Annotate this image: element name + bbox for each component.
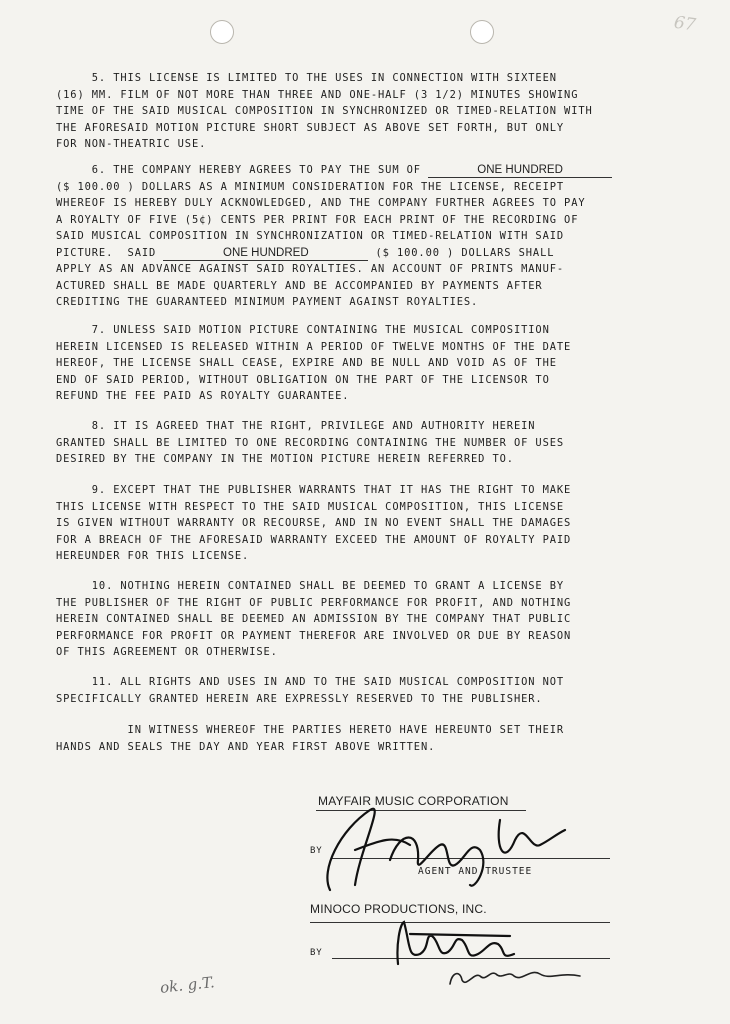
text-fragment: 6. THE COMPANY HEREBY AGREES TO PAY THE SUM OF [56,164,429,176]
text-line: THE PUBLISHER OF THE RIGHT OF PUBLIC PERFORMANCE FOR PROFIT, AND NOTHING [56,596,572,609]
text-line: ($ 100.00 ) DOLLARS AS A MINIMUM CONSIDERATION FOR THE LICENSE, RECEIPT [56,180,565,193]
handwritten-signature [390,914,610,990]
text-line [56,162,656,179]
text-line: 7. UNLESS SAID MOTION PICTURE CONTAINING THE MUSICAL COMPOSITION [56,324,550,336]
text-line: HEREOF, THE LICENSE SHALL CEASE, EXPIRE AND BE NULL AND VOID AS OF THE [56,357,557,369]
text-line: 5. THIS LICENSE IS LIMITED TO THE USES IN CONNECTION WITH SIXTEEN [56,72,557,84]
text-fragment: ($ 100.00 ) DOLLARS SHALL [368,246,555,259]
text-line: THIS LICENSE WITH RESPECT TO THE SAID MUSICAL COMPOSITION, THIS LICENSE [56,500,565,513]
text-line: REFUND THE FEE PAID AS ROYALTY GUARANTEE. [56,390,350,402]
witness-clause [56,722,656,755]
handwritten-signature [300,790,590,900]
publisher-name: MAYFAIR MUSIC CORPORATION [318,794,509,808]
clause-8 [56,418,656,468]
text-line: DESIRED BY THE COMPANY IN THE MOTION PICTURE HEREIN REFERRED TO. [56,453,514,465]
text-line: (16) MM. FILM OF NOT MORE THAN THREE AND ONE-HALF (3 1/2) MINUTES SHOWING [56,88,579,101]
by-label: BY [310,948,323,958]
text-line: GRANTED SHALL BE LIMITED TO ONE RECORDING CONTAINING THE NUMBER OF USES [56,436,565,449]
clause-9 [56,482,656,565]
text-line: SPECIFICALLY GRANTED HEREIN ARE EXPRESSLY RESERVED TO THE PUBLISHER. [56,692,543,705]
text-line: HEREIN CONTAINED SHALL BE DEEMED AN ADMISSION BY THE COMPANY THAT PUBLIC [56,613,572,625]
text-line: TIME OF THE SAID MUSICAL COMPOSITION IN SYNCHRONIZED OR TIMED-RELATION WITH [56,105,593,117]
text-line: SAID MUSICAL COMPOSITION IN SYNCHRONIZATION OR TIMED-RELATION WITH SAID [56,230,565,242]
signer-title: AGENT AND TRUSTEE [418,866,533,877]
signature-block-company [310,902,610,982]
text-line: WHEREOF IS HEREBY DULY ACKNOWLEDGED, AND THE COMPANY FURTHER AGREES TO PAY [56,197,586,209]
sum-fill-in: ONE HUNDRED [428,164,612,178]
by-label: BY [310,846,323,856]
text-line: FOR A BREACH OF THE AFORESAID WARRANTY EXCEED THE AMOUNT OF ROYALTY PAID [56,533,572,546]
advance-fill-in: ONE HUNDRED [163,247,368,261]
text-line: 9. EXCEPT THAT THE PUBLISHER WARRANTS THAT IT HAS THE RIGHT TO MAKE [56,484,572,496]
company-name: MINOCO PRODUCTIONS, INC. [310,902,487,916]
text-line: 8. IT IS AGREED THAT THE RIGHT, PRIVILEGE AND AUTHORITY HEREIN [56,420,536,432]
clause-10 [56,578,656,661]
text-fragment: PICTURE. SAID [56,246,164,259]
clause-5 [56,70,656,153]
text-line: 11. ALL RIGHTS AND USES IN AND TO THE SAID MUSICAL COMPOSITION NOT [56,676,565,688]
text-line: OF THIS AGREEMENT OR OTHERWISE. [56,646,278,658]
signature-block-publisher [310,794,610,884]
text-line: PERFORMANCE FOR PROFIT OR PAYMENT THEREFOR ARE INVOLVED OR DUE BY REASON [56,629,572,642]
text-line: APPLY AS AN ADVANCE AGAINST SAID ROYALTIES. AN ACCOUNT OF PRINTS MANUF- [56,263,565,275]
punch-hole-left [210,20,234,44]
clause-6 [56,162,656,311]
text-line [56,245,656,262]
punch-hole-right [470,20,494,44]
text-line: HEREUNDER FOR THIS LICENSE. [56,550,250,562]
clause-7 [56,322,656,405]
text-line: IN WITNESS WHEREOF THE PARTIES HERETO HAVE HEREUNTO SET THEIR [56,724,565,736]
text-line: IS GIVEN WITHOUT WARRANTY OR RECOURSE, AND IN NO EVENT SHALL THE DAMAGES [56,517,572,529]
text-line: FOR NON-THEATRIC USE. [56,138,207,150]
text-line: 10. NOTHING HEREIN CONTAINED SHALL BE DEEMED TO GRANT A LICENSE BY [56,580,565,592]
text-line: HANDS AND SEALS THE DAY AND YEAR FIRST ABOVE WRITTEN. [56,740,436,753]
text-line: HEREIN LICENSED IS RELEASED WITHIN A PERIOD OF TWELVE MONTHS OF THE DATE [56,340,572,353]
text-line: THE AFORESAID MOTION PICTURE SHORT SUBJECT AS ABOVE SET FORTH, BUT ONLY [56,121,565,134]
corner-pencil-mark: 67 [673,12,698,36]
text-line: CREDITING THE GUARANTEED MINIMUM PAYMENT AGAINST ROYALTIES. [56,296,479,308]
text-line: A ROYALTY OF FIVE (5¢) CENTS PER PRINT FOR EACH PRINT OF THE RECORDING OF [56,213,579,226]
text-line: END OF SAID PERIOD, WITHOUT OBLIGATION ON THE PART OF THE LICENSOR TO [56,373,550,386]
text-line: ACTURED SHALL BE MADE QUARTERLY AND BE ACCOMPANIED BY PAYMENTS AFTER [56,279,543,292]
handwritten-initials: ok. g.T. [159,973,216,997]
clause-11 [56,674,656,707]
